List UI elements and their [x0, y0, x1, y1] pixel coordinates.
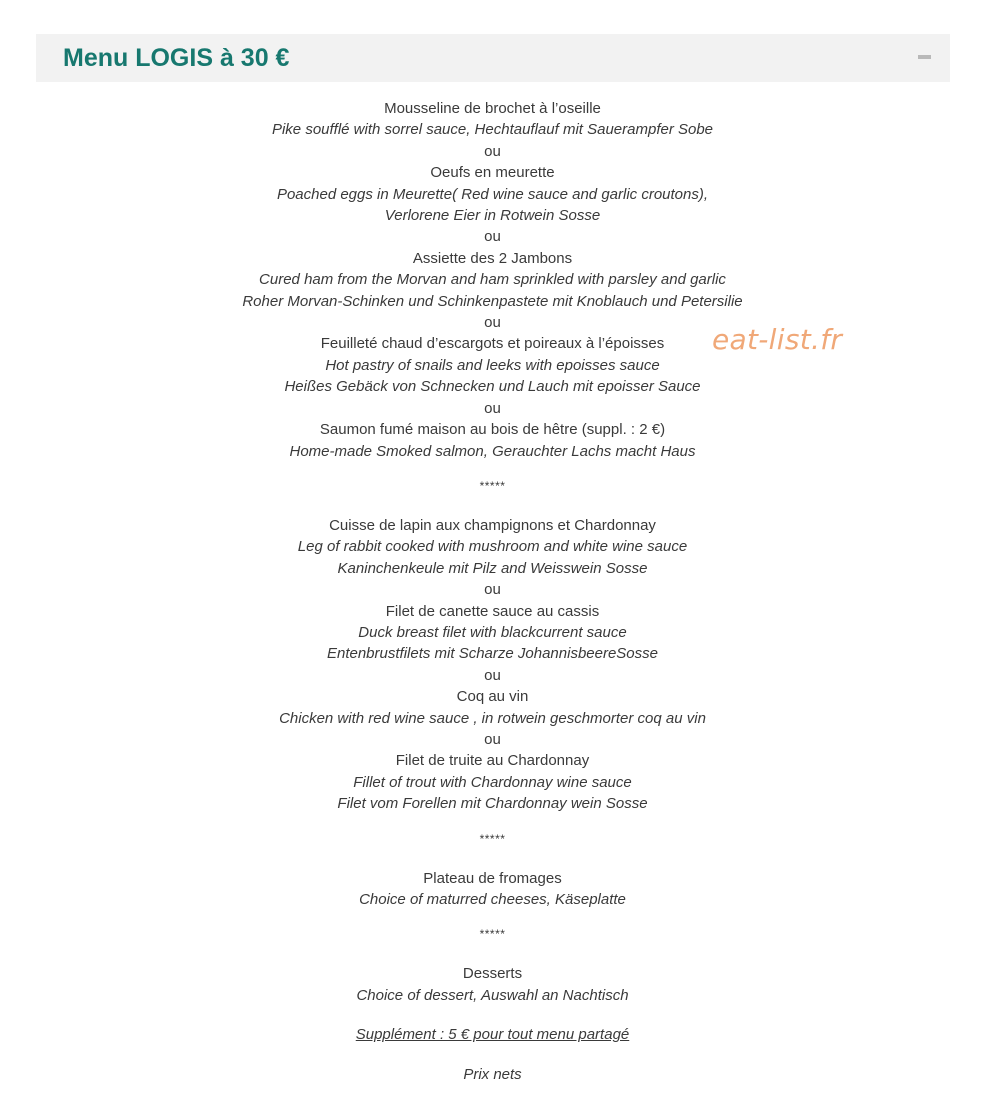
- dish-name-fr: Cuisse de lapin aux champignons et Chardonnay: [329, 516, 656, 534]
- dish-translation: Choice of maturred cheeses, Käseplatte: [359, 891, 626, 908]
- dish-translation: Poached eggs in Meurette( Red wine sauce and garlic croutons),: [276, 185, 709, 203]
- dish-option: [0, 963, 985, 1006]
- course-separator: *****: [479, 927, 506, 942]
- dish-translation: Pike soufflé with sorrel sauce, Hechtauflauf mit Sauerampfer Sobe: [271, 121, 714, 139]
- dish-option: [0, 162, 985, 226]
- dish-translation: Filet vom Forellen mit Chardonnay wein Sosse: [337, 795, 648, 813]
- minus-icon: [918, 55, 931, 59]
- or-divider: ou: [484, 314, 501, 332]
- dish-name-fr: Saumon fumé maison au bois de hêtre (suppl. : 2 €): [319, 421, 666, 439]
- dish-option: [0, 868, 985, 911]
- or-divider: ou: [484, 581, 501, 599]
- or-divider: ou: [484, 228, 501, 246]
- dish-option: [0, 686, 985, 729]
- course-separator: *****: [479, 478, 506, 493]
- dish-translation: Duck breast filet with blackcurrent sauce: [358, 623, 627, 641]
- or-divider: ou: [484, 730, 501, 748]
- menu-course: [0, 963, 985, 1006]
- dish-option: [0, 750, 985, 814]
- or-divider: ou: [484, 399, 501, 417]
- dish-translation: Cured ham from the Morvan and ham sprinkled with parsley and garlic: [259, 271, 726, 289]
- dish-translation: Heißes Gebäck von Schnecken und Lauch mit epoisser Sauce: [284, 378, 701, 396]
- menu-course: [0, 98, 985, 462]
- dish-translation: Chicken with red wine sauce , in rotwein geschmorter coq au vin: [279, 709, 706, 727]
- menu-title: Menu LOGIS à 30 €: [63, 44, 290, 72]
- dish-name-fr: Mousseline de brochet à l’oseille: [384, 100, 601, 117]
- dish-name-fr: Desserts: [462, 965, 523, 983]
- menu-course: [0, 868, 985, 911]
- dish-translation: Roher Morvan-Schinken und Schinkenpastete mit Knoblauch und Petersilie: [242, 292, 743, 310]
- dish-option: [0, 515, 985, 579]
- price-note: Prix nets: [463, 1065, 522, 1083]
- menu-content: [0, 98, 985, 1085]
- dish-name-fr: Filet de truite au Chardonnay: [395, 752, 590, 770]
- dish-name-fr: Assiette des 2 Jambons: [412, 249, 573, 267]
- dish-translation: Entenbrustfilets mit Scharze JohannisbeereSosse: [326, 645, 658, 663]
- menu-accordion-header[interactable]: [36, 34, 950, 82]
- dish-name-fr: Plateau de fromages: [423, 869, 562, 887]
- dish-option: [0, 98, 985, 141]
- menu-course: [0, 515, 985, 815]
- dish-translation: Choice of dessert, Auswahl an Nachtisch: [356, 986, 629, 1004]
- dish-option: [0, 601, 985, 665]
- dish-translation: Verlorene Eier in Rotwein Sosse: [384, 207, 601, 225]
- dish-option: [0, 419, 985, 462]
- dish-translation: Leg of rabbit cooked with mushroom and white wine sauce: [297, 538, 688, 556]
- dish-name-fr: Feuilleté chaud d’escargots et poireaux à l’époisses: [320, 335, 665, 353]
- dish-translation: Fillet of trout with Chardonnay wine sauce: [353, 773, 632, 791]
- dish-translation: Hot pastry of snails and leeks with epoisses sauce: [325, 356, 660, 374]
- dish-name-fr: Filet de canette sauce au cassis: [385, 602, 600, 620]
- course-separator: *****: [479, 831, 506, 846]
- collapse-button[interactable]: [916, 50, 934, 64]
- supplement-note: Supplément : 5 € pour tout menu partagé: [355, 1026, 630, 1044]
- or-divider: ou: [484, 142, 501, 160]
- dish-translation: Kaninchenkeule mit Pilz and Weisswein Sosse: [337, 559, 648, 577]
- dish-name-fr: Oeufs en meurette: [430, 164, 555, 182]
- dish-name-fr: Coq au vin: [456, 688, 529, 706]
- dish-option: [0, 248, 985, 312]
- watermark: eat-list.fr: [712, 323, 843, 356]
- dish-translation: Home-made Smoked salmon, Gerauchter Lachs macht Haus: [289, 442, 696, 460]
- or-divider: ou: [484, 666, 501, 684]
